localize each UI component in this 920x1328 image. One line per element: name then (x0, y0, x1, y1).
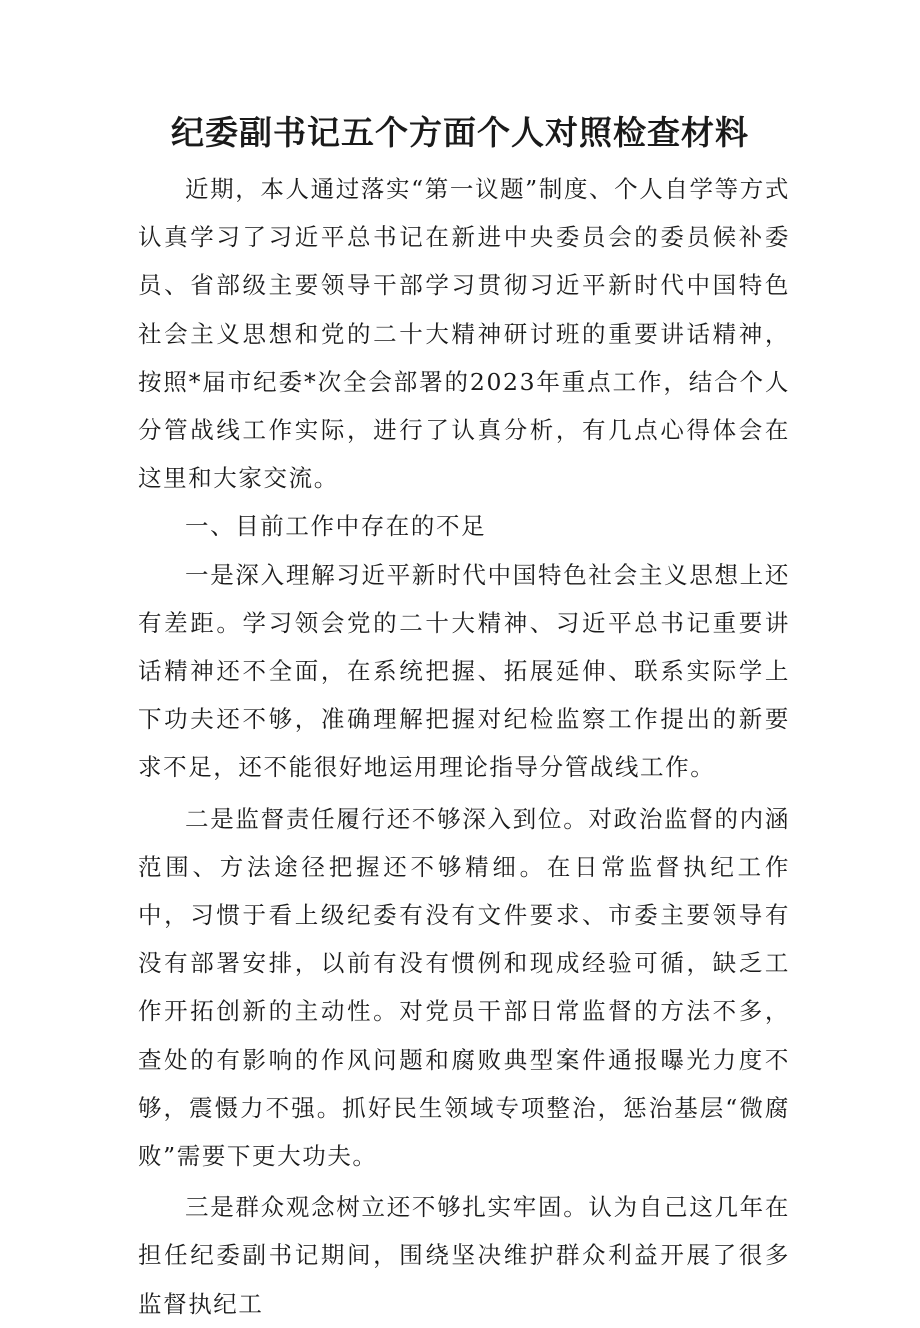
point-one-paragraph: 一是深入理解习近平新时代中国特色社会主义思想上还有差距。学习领会党的二十大精神、习近平总书记重要讲话精神还不全面，在系统把握、拓展延伸、联系实际学上下功夫还不够，准确理解把握对纪检监察工作提出的新要求不足，还不能很好地运用理论指导分管战线工作。 (138, 560, 790, 782)
document-title: 纪委副书记五个方面个人对照检查材料 (171, 113, 749, 152)
document-body (138, 165, 790, 1328)
intro-paragraph: 近期，本人通过落实“第一议题”制度、个人自学等方式认真学习了习近平总书记在新进中央委员会的委员候补委员、省部级主要领导干部学习贯彻习近平新时代中国特色社会主义思想和党的二十大精神研讨班的重要讲话精神，按照*届市纪委*次全会部署的2023年重点工作，结合个人分管战线工作实际，进行了认真分析，有几点心得体会在这里和大家交流。 (138, 175, 790, 493)
point-three-paragraph: 三是群众观念树立还不够扎实牢固。认为自己这几年在担任纪委副书记期间，围绕坚决维护群众利益开展了很多监督执纪工 (138, 1193, 790, 1318)
section-heading: 一、目前工作中存在的不足 (185, 512, 487, 541)
point-two-paragraph: 二是监督责任履行还不够深入到位。对政治监督的内涵范围、方法途径把握还不够精细。在日常监督执纪工作中，习惯于看上级纪委有没有文件要求、市委主要领导有没有部署安排，以前有没有惯例和现成经验可循，缺乏工作开拓创新的主动性。对党员干部日常监督的方法不多，查处的有影响的作风问题和腐败典型案件通报曝光力度不够，震慑力不强。抓好民生领域专项整治，惩治基层“微腐败”需要下更大功夫。 (138, 804, 790, 1171)
